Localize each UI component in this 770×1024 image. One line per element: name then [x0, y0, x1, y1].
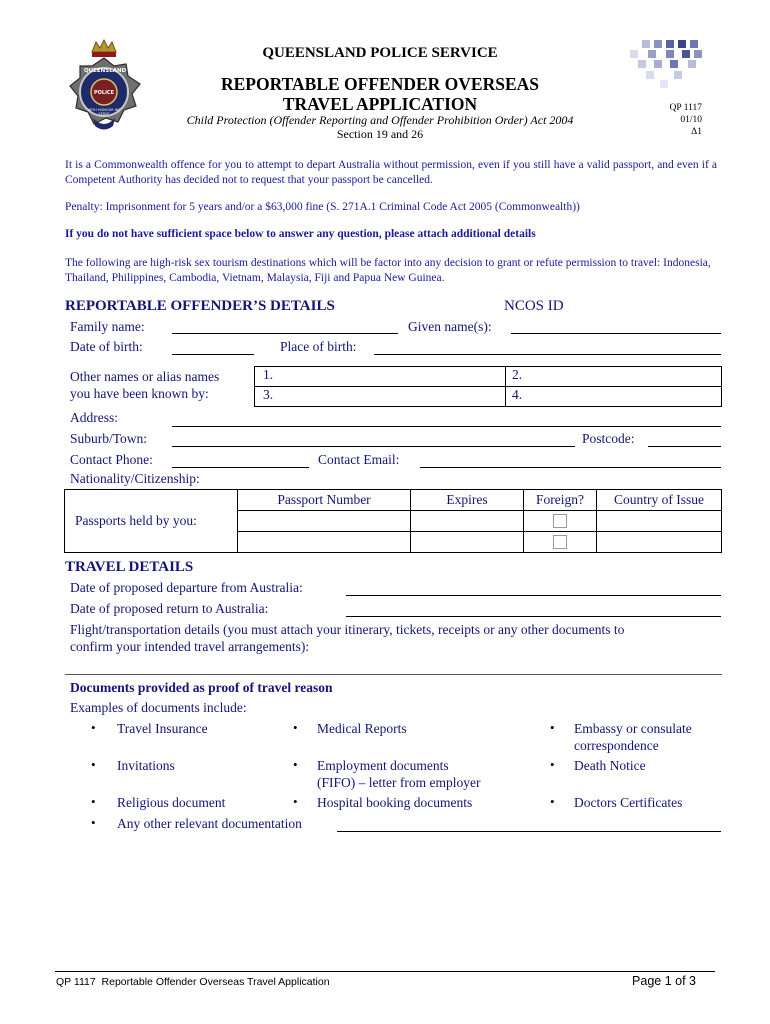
- documents-examples-label: Examples of documents include:: [70, 700, 247, 715]
- address-label: Address:: [70, 410, 118, 425]
- badge-inner-text: POLICE: [93, 90, 115, 96]
- doc-religious: Religious document: [117, 795, 226, 810]
- footer-rule: [55, 971, 715, 972]
- return-date-label: Date of proposed return to Australia:: [70, 601, 269, 616]
- form-title-line1: REPORTABLE OFFENDER OVERSEAS: [221, 74, 539, 94]
- postcode-field[interactable]: [648, 446, 721, 447]
- flight-details-label-2: confirm your intended travel arrangements):: [70, 639, 310, 654]
- passports-label: Passports held by you:: [65, 490, 238, 553]
- form-title-line2: TRAVEL APPLICATION: [282, 94, 478, 114]
- bullet: •: [293, 757, 298, 772]
- doc-embassy-2: correspondence: [574, 738, 659, 753]
- doc-other-label: Any other relevant documentation: [117, 816, 302, 831]
- doc-hospital: Hospital booking documents: [317, 795, 473, 810]
- doc-medical-reports: Medical Reports: [317, 721, 407, 736]
- foreign-cell: [524, 511, 597, 532]
- contact-email-field[interactable]: [420, 467, 721, 468]
- doc-employment-2: (FIFO) – letter from employer: [317, 775, 481, 790]
- foreign-checkbox[interactable]: [553, 514, 567, 528]
- passport-number-header: Passport Number: [238, 490, 411, 511]
- bullet: •: [91, 720, 96, 735]
- address-field[interactable]: [172, 426, 721, 427]
- foreign-cell: [524, 532, 597, 553]
- travel-details-heading: TRAVEL DETAILS: [65, 559, 194, 575]
- alias-cell-3[interactable]: 3.: [255, 387, 506, 407]
- doc-other-field[interactable]: [337, 831, 721, 832]
- dob-field[interactable]: [172, 354, 254, 355]
- passports-table: [64, 489, 722, 553]
- dob-label: Date of birth:: [70, 339, 143, 354]
- country-of-issue-cell[interactable]: [597, 511, 722, 532]
- suburb-label: Suburb/Town:: [70, 431, 148, 446]
- passport-number-cell[interactable]: [238, 532, 411, 553]
- departure-date-label: Date of proposed departure from Australia:: [70, 580, 303, 595]
- bullet: •: [91, 757, 96, 772]
- doc-embassy-1: Embassy or consulate: [574, 721, 692, 736]
- intro-offence-text: It is a Commonwealth offence for you to attempt to depart Australia without permission, even if you still have a valid passport, and even if a Competent Authority has decided not to request that your passport be cancelled.: [65, 159, 717, 186]
- pob-label: Place of birth:: [280, 339, 357, 354]
- contact-phone-field[interactable]: [172, 467, 309, 468]
- space-note: If you do not have sufficient space below to answer any question, please attach additional details: [65, 228, 536, 240]
- pixel-pattern-decoration: [630, 38, 706, 90]
- offender-details-heading: REPORTABLE OFFENDER’S DETAILS: [65, 298, 335, 314]
- footer-page-number: Page 1 of 3: [632, 974, 696, 988]
- doc-travel-insurance: Travel Insurance: [117, 721, 208, 736]
- bullet: •: [550, 794, 555, 809]
- alias-cell-2[interactable]: 2.: [506, 367, 722, 387]
- agency-name: QUEENSLAND POLICE SERVICE: [262, 45, 498, 61]
- contact-email-label: Contact Email:: [318, 452, 400, 467]
- nationality-label: Nationality/Citizenship:: [70, 471, 200, 486]
- given-names-field[interactable]: [511, 333, 721, 334]
- alias-cell-1[interactable]: 1.: [255, 367, 506, 387]
- bullet: •: [91, 794, 96, 809]
- bullet: •: [293, 720, 298, 735]
- alias-names-table: [254, 366, 722, 407]
- expires-cell[interactable]: [411, 511, 524, 532]
- act-name: Child Protection (Offender Reporting and Offender Prohibition Order) Act 2004: [186, 113, 574, 127]
- alias-label-1: Other names or alias names: [70, 369, 220, 384]
- doc-invitations: Invitations: [117, 758, 175, 773]
- doc-doctors: Doctors Certificates: [574, 795, 683, 810]
- return-date-field[interactable]: [346, 616, 721, 617]
- foreign-checkbox[interactable]: [553, 535, 567, 549]
- badge-top-text: QUEENSLAND: [84, 68, 127, 74]
- documents-heading: Documents provided as proof of travel reason: [70, 680, 333, 695]
- form-code: QP 1117: [669, 103, 702, 113]
- alias-label-2: you have been known by:: [70, 386, 209, 401]
- country-of-issue-cell[interactable]: [597, 532, 722, 553]
- alias-cell-4[interactable]: 4.: [506, 387, 722, 407]
- family-name-label: Family name:: [70, 319, 145, 334]
- expires-cell[interactable]: [411, 532, 524, 553]
- given-names-label: Given name(s):: [408, 319, 492, 334]
- bullet: •: [550, 720, 555, 735]
- suburb-field[interactable]: [172, 446, 575, 447]
- flight-details-label-1: Flight/transportation details (you must attach your itinerary, tickets, receipts or any other documents to: [70, 622, 625, 637]
- passport-number-cell[interactable]: [238, 511, 411, 532]
- form-date: 01/10: [680, 115, 702, 125]
- flight-details-box[interactable]: [65, 674, 722, 675]
- doc-employment-1: Employment documents: [317, 758, 449, 773]
- form-version: Δ1: [691, 127, 702, 137]
- footer-form-title: QP 1117 Reportable Offender Overseas Travel Application: [56, 976, 330, 988]
- section-ref: Section 19 and 26: [336, 127, 424, 141]
- family-name-field[interactable]: [172, 333, 398, 334]
- destinations-text: The following are high-risk sex tourism destinations which will be factor into any decision to grant or refute permission to travel: Indonesia, Thailand, Philippines, Cambodia, Vietnam, Malaysia, Fiji and Papua New Guinea.: [65, 257, 711, 284]
- expires-header: Expires: [411, 490, 524, 511]
- postcode-label: Postcode:: [582, 431, 635, 446]
- ncos-id-label: NCOS ID: [504, 298, 564, 314]
- foreign-header: Foreign?: [524, 490, 597, 511]
- penalty-text: Penalty: Imprisonment for 5 years and/or a $63,000 fine (S. 271A.1 Criminal Code Act 2005 (Commonwealth)): [65, 201, 580, 213]
- departure-date-field[interactable]: [346, 595, 721, 596]
- pob-field[interactable]: [374, 354, 721, 355]
- doc-death-notice: Death Notice: [574, 758, 646, 773]
- bullet: •: [293, 794, 298, 809]
- bullet: •: [550, 757, 555, 772]
- badge-bottom-text: WITH HONOUR WE SERVE: [87, 108, 121, 116]
- contact-phone-label: Contact Phone:: [70, 452, 153, 467]
- bullet: •: [91, 815, 96, 830]
- country-of-issue-header: Country of Issue: [597, 490, 722, 511]
